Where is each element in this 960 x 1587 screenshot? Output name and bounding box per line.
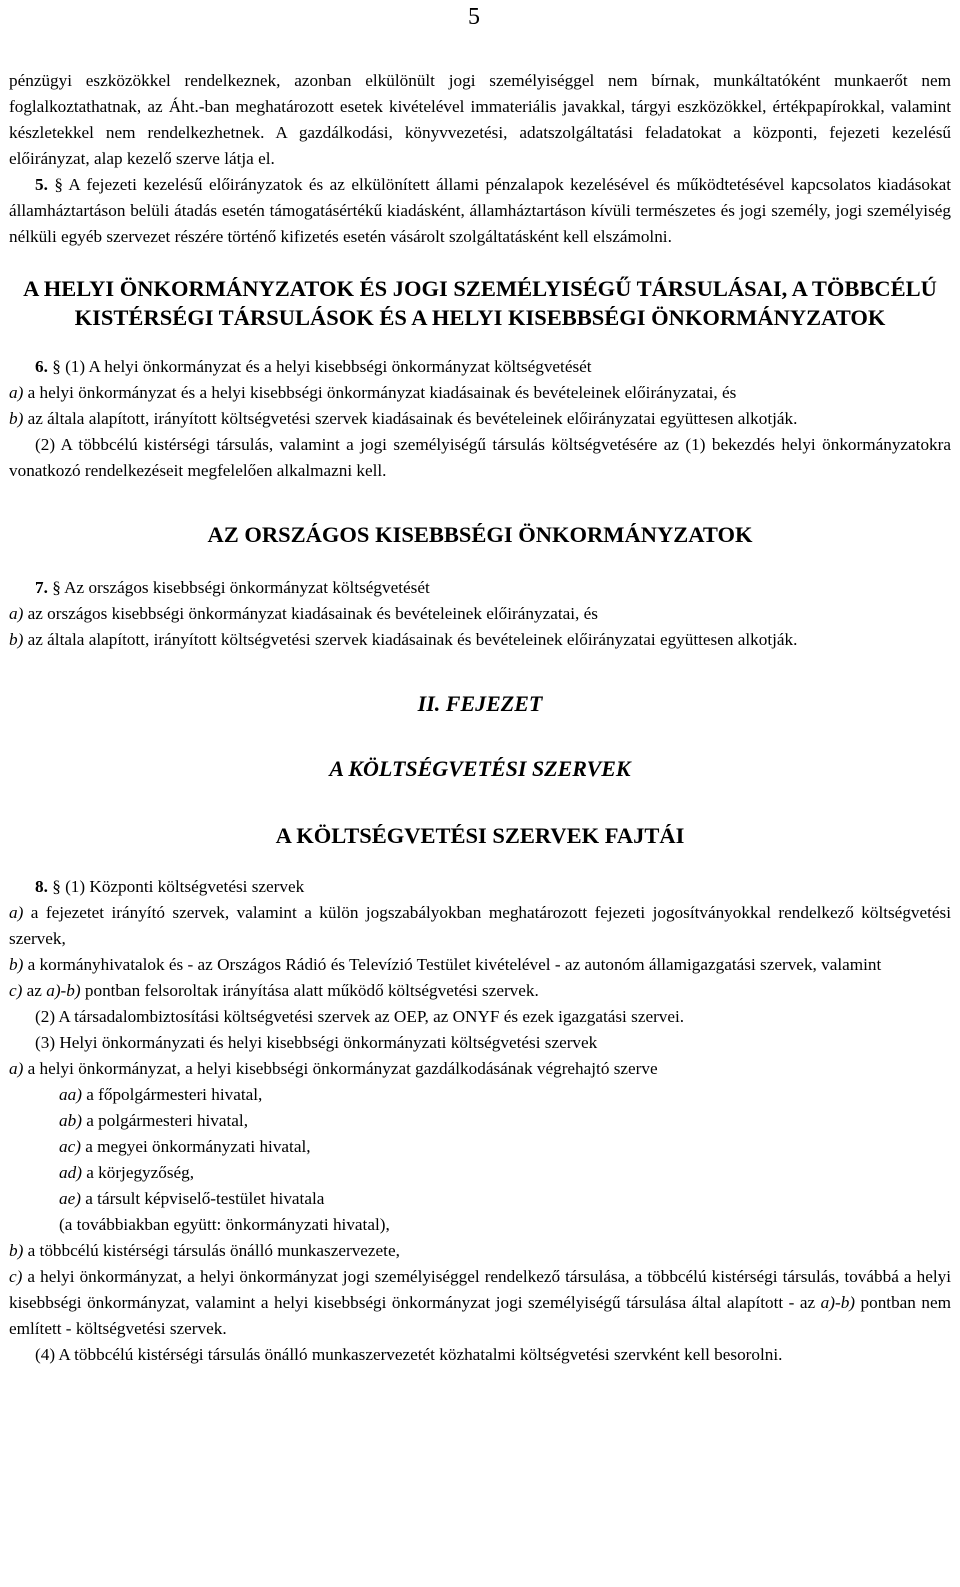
point-text: az általa alapított, irányított költségvetési szervek kiadásainak és bevételeinek előirányzatai együttesen alkotják. xyxy=(23,409,798,428)
point-label: b) xyxy=(9,1241,24,1260)
point-text: a helyi önkormányzat, a helyi kisebbségi önkormányzat gazdálkodásának végrehajtó szerve xyxy=(23,1059,658,1078)
section-symbol: § xyxy=(52,877,61,896)
point-text: az általa alapított, irányított költségvetési szervek kiadásainak és bevételeinek előirányzatai együttesen alkotják. xyxy=(23,630,798,649)
section-text: A fejezeti kezelésű előirányzatok és az elkülönített állami pénzalapok kezelésével és működtetésével kapcsolatos kiadásokat államháztartáson belüli átadás esetén támogatásértékű kiadásként, államháztartáson kívüli természetes és jogi személy, jogi személyiség nélküli egyéb szervezet részére történő kifizetés esetén vásárolt szolgáltatásként kell elszámolni. xyxy=(9,175,952,246)
subpoint-label: ad) xyxy=(59,1163,82,1182)
point-label: a) xyxy=(9,383,24,402)
paragraph-intro: pénzügyi eszközökkel rendelkeznek, azonban elkülönült jogi személyiséggel nem bírnak, munkáltatóként munkaerőt nem foglalkoztathatnak, az Áht.-ban meghatározott esetek kivételével immateriális javakkal, tárgyi eszközökkel, értékpapírokkal, valamint készletekkel nem rendelkezhetnek. A gazdálkodási, könyvvezetési, adatszolgáltatási feladatokat a központi, fejezeti kezelésű előirányzat, alap kezelő szerve látja el. xyxy=(9,71,951,168)
subpoint-ad xyxy=(9,1160,951,1186)
section-8-point-c xyxy=(9,978,951,1004)
subpoint-label: ae) xyxy=(59,1189,81,1208)
subpoint-aa xyxy=(9,1082,951,1108)
point-label: a) xyxy=(9,1059,24,1078)
section-8-paragraph-4: (4) A többcélú kistérségi társulás önálló munkaszervezetét közhatalmi költségvetési szervként kell besorolni. xyxy=(35,1345,783,1364)
section-8 xyxy=(9,874,951,900)
section-number: 7. xyxy=(35,578,48,597)
point-text: az országos kisebbségi önkormányzat kiadásainak és bevételeinek előirányzatai, és xyxy=(23,604,598,623)
subpoint-ac xyxy=(9,1134,951,1160)
section-8-point-a xyxy=(9,900,951,952)
chapter-heading: II. FEJEZET xyxy=(417,691,543,716)
section-intro: Az országos kisebbségi önkormányzat költségvetését xyxy=(60,578,430,597)
section-8-point-b xyxy=(9,952,951,978)
subpoint-text: a polgármesteri hivatal, xyxy=(81,1111,249,1130)
point-label: b) xyxy=(9,955,24,974)
point-label: c) xyxy=(9,1267,23,1286)
point-text: pontban nem említett - költségvetési szervek. xyxy=(9,1293,951,1338)
point-reference: a)-b) xyxy=(46,981,81,1000)
point-text: a helyi önkormányzat, a helyi önkormányzat jogi személyiséggel rendelkező társulása, a többcélú kistérségi társulás, továbbá a helyi kisebbségi önkormányzat, valamint a helyi kisebbségi önkormányzat jogi személyiségű társulása által alapított - az xyxy=(9,1267,951,1312)
subpoint-ab xyxy=(9,1108,951,1134)
section-8-3-point-b xyxy=(9,1238,951,1264)
point-label: b) xyxy=(9,630,24,649)
subpoint-ae xyxy=(9,1186,951,1212)
section-7 xyxy=(9,575,951,601)
point-label: c) xyxy=(9,981,23,1000)
point-text: a fejezetet irányító szervek, valamint a külön jogszabályokban meghatározott fejezeti jogosítványokkal rendelkező költségvetési szervek, xyxy=(9,903,951,948)
subpoint-label: aa) xyxy=(59,1085,82,1104)
subpoint-text: a főpolgármesteri hivatal, xyxy=(81,1085,263,1104)
heading-local-governments: A HELYI ÖNKORMÁNYZATOK ÉS JOGI SZEMÉLYISÉGŰ TÁRSULÁSAI, A TÖBBCÉLÚ KISTÉRSÉGI TÁRSULÁSOK ÉS A HELYI KISEBBSÉGI ÖNKORMÁNYZATOK xyxy=(23,276,937,330)
section-8-3-point-c xyxy=(9,1264,951,1342)
section-symbol: § xyxy=(54,175,63,194)
section-8-paragraph-2: (2) A társadalombiztosítási költségvetési szervek az OEP, az ONYF és ezek igazgatási szervei. xyxy=(35,1007,685,1026)
section-symbol: § xyxy=(52,357,61,376)
section-symbol: § xyxy=(52,578,61,597)
subpoint-note: (a továbbiakban együtt: önkormányzati hivatal), xyxy=(59,1215,390,1234)
point-label: a) xyxy=(9,903,24,922)
point-text: a kormányhivatalok és - az Országos Rádió és Televízió Testület kivételével - az autonóm államigazgatási szervek, valamint xyxy=(23,955,882,974)
section-intro: (1) A helyi önkormányzat és a helyi kisebbségi önkormányzat költségvetését xyxy=(60,357,592,376)
subpoint-text: a megyei önkormányzati hivatal, xyxy=(80,1137,311,1156)
point-text: pontban felsoroltak irányítása alatt működő költségvetési szervek. xyxy=(80,981,539,1000)
section-6-point-b xyxy=(9,406,951,432)
point-reference: a)-b) xyxy=(820,1293,856,1312)
section-7-point-b xyxy=(9,627,951,653)
document-body xyxy=(9,68,951,1368)
section-number: 8. xyxy=(35,877,48,896)
page-number: 5 xyxy=(468,4,480,30)
section-6-point-a xyxy=(9,380,951,406)
point-text: a helyi önkormányzat és a helyi kisebbségi önkormányzat kiadásainak és bevételeinek előirányzatai, és xyxy=(23,383,737,402)
section-6 xyxy=(9,354,951,380)
section-7-point-a xyxy=(9,601,951,627)
subpoint-label: ac) xyxy=(59,1137,81,1156)
section-number: 5. xyxy=(35,175,48,194)
point-label: b) xyxy=(9,409,24,428)
section-8-3-point-a xyxy=(9,1056,951,1082)
point-text: az xyxy=(22,981,47,1000)
subpoint-text: a társult képviselő-testület hivatala xyxy=(80,1189,325,1208)
point-label: a) xyxy=(9,604,24,623)
subpoint-label: ab) xyxy=(59,1111,82,1130)
section-5 xyxy=(9,172,951,250)
section-6-paragraph-2: (2) A többcélú kistérségi társulás, valamint a jogi személyiségű társulás költségvetésére az (1) bekezdés helyi önkormányzatokra vonatkozó rendelkezéseit megfelelően alkalmazni kell. xyxy=(9,435,951,480)
heading-national-minority: AZ ORSZÁGOS KISEBBSÉGI ÖNKORMÁNYZATOK xyxy=(207,522,753,547)
subpoint-text: a körjegyzőség, xyxy=(81,1163,195,1182)
chapter-title: A KÖLTSÉGVETÉSI SZERVEK xyxy=(329,756,631,781)
section-intro: (1) Központi költségvetési szervek xyxy=(60,877,305,896)
section-number: 6. xyxy=(35,357,48,376)
heading-types: A KÖLTSÉGVETÉSI SZERVEK FAJTÁI xyxy=(275,823,685,848)
point-text: a többcélú kistérségi társulás önálló munkaszervezete, xyxy=(23,1241,400,1260)
section-8-paragraph-3: (3) Helyi önkormányzati és helyi kisebbségi önkormányzati költségvetési szervek xyxy=(35,1033,598,1052)
